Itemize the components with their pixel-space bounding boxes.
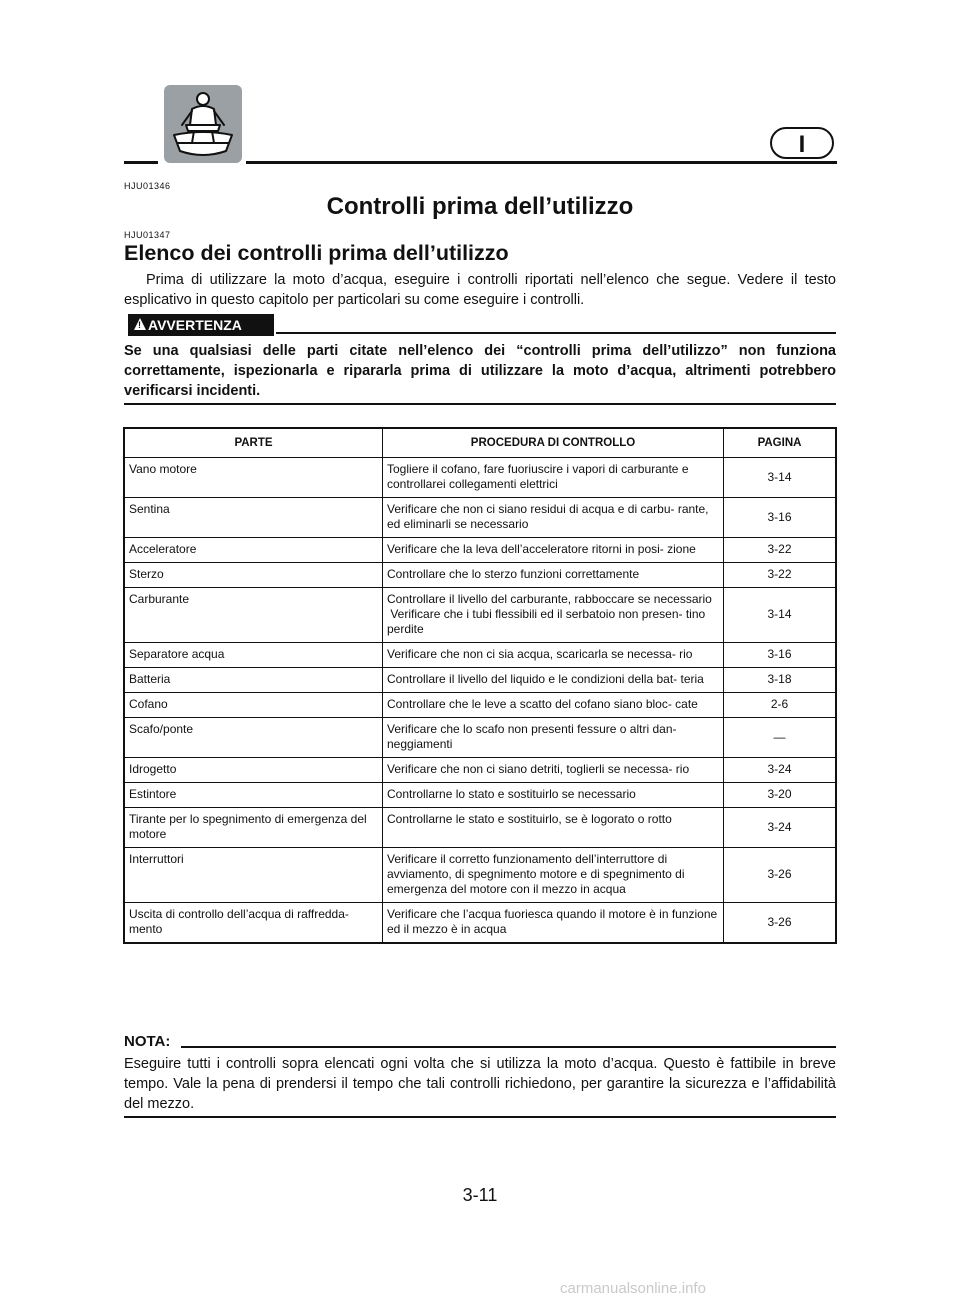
cell-part: Cofano: [124, 693, 383, 718]
note-label: NOTA:: [124, 1033, 171, 1050]
cell-page: 3-14: [724, 588, 837, 643]
table-row: [124, 643, 836, 668]
warning-badge: [128, 314, 274, 336]
table-row: [124, 758, 836, 783]
cell-procedure: Verificare che lo scafo non presenti fessure o altri dan- neggiamenti: [383, 718, 724, 758]
note-rule: [181, 1046, 836, 1048]
section-heading: Elenco dei controlli prima dell’utilizzo: [124, 241, 509, 265]
table-row: [124, 848, 836, 903]
header-rule-left: [124, 161, 158, 164]
cell-part: Estintore: [124, 783, 383, 808]
language-marker: I: [770, 127, 834, 159]
table-header-row: [124, 428, 836, 458]
note-text: Eseguire tutti i controlli sopra elencati ogni volta che si utilizza la moto d’acqua. Questo è fattibile in breve tempo. Vale la pena di prendersi il tempo che tali controlli richiedono, per garantire la sicurezza e l’affidabilità del mezzo.: [124, 1056, 836, 1112]
cell-part: Separatore acqua: [124, 643, 383, 668]
cell-part: Interruttori: [124, 848, 383, 903]
table-row: [124, 498, 836, 538]
cell-page: 3-22: [724, 538, 837, 563]
table-row: [124, 563, 836, 588]
table-row: [124, 588, 836, 643]
cell-part: Sterzo: [124, 563, 383, 588]
cell-procedure: Controllarne lo stato e sostituirlo se necessario: [383, 783, 724, 808]
cell-procedure-line: Controllare il livello del carburante, rabboccare se necessario: [387, 592, 712, 606]
cell-page: 3-26: [724, 848, 837, 903]
cell-page: 3-24: [724, 758, 837, 783]
header-rule-right: [246, 161, 837, 164]
warning-text: Se una qualsiasi delle parti citate nell’elenco dei “controlli prima dell’utilizzo” non funziona correttamente, ispezionarla e ripararla prima di utilizzare la moto d’acqua, altrimenti potrebbero verificarsi incidenti.: [124, 343, 836, 399]
cell-procedure: Controllare che lo sterzo funzioni correttamente: [383, 563, 724, 588]
warning-icon: !: [134, 318, 146, 330]
page-title: Controlli prima dell’utilizzo: [326, 193, 634, 220]
cell-part: Scafo/ponte: [124, 718, 383, 758]
cell-part: Idrogetto: [124, 758, 383, 783]
table-row: [124, 458, 836, 498]
cell-procedure: Verificare il corretto funzionamento dell’interruttore di avviamento, di spegnimento motore e di spegnimento di emergenza del motore con il mezzo in acqua: [383, 848, 724, 903]
cell-page: 3-16: [724, 498, 837, 538]
cell-procedure: Togliere il cofano, fare fuoriuscire i vapori di carburante e controllarei collegamenti elettrici: [383, 458, 724, 498]
cell-page: 3-14: [724, 458, 837, 498]
cell-part: Tirante per lo spegnimento di emergenza del motore: [124, 808, 383, 848]
footer-watermark: carmanualsonline.info: [560, 1280, 706, 1297]
cell-part: Carburante: [124, 588, 383, 643]
cell-part: Acceleratore: [124, 538, 383, 563]
table-row: [124, 718, 836, 758]
cell-part: Sentina: [124, 498, 383, 538]
warning-bottom-rule: [124, 403, 836, 405]
warning-rule: [276, 332, 836, 334]
checklist-table: [123, 427, 837, 944]
cell-procedure-line: Verificare che i tubi flessibili ed il serbatoio non presen- tino perdite: [387, 607, 709, 636]
subsection-code: HJU01347: [124, 230, 171, 240]
cell-procedure: Controllare il livello del liquido e le condizioni della bat- teria: [383, 668, 724, 693]
watercraft-rider-icon: [164, 85, 242, 163]
cell-page: 3-24: [724, 808, 837, 848]
intro-paragraph: Prima di utilizzare la moto d’acqua, eseguire i controlli riportati nell’elenco che segue. Vedere il testo esplicativo in questo capitolo per particolari su come eseguire i controlli.: [124, 272, 836, 308]
cell-procedure: Verificare che non ci siano residui di acqua e di carbu- rante, ed eliminarli se necessario: [383, 498, 724, 538]
table-row: [124, 668, 836, 693]
cell-procedure: Verificare che la leva dell’acceleratore ritorni in posi- zione: [383, 538, 724, 563]
cell-procedure: Controllarne le stato e sostituirlo, se è logorato o rotto: [383, 808, 724, 848]
warning-label: AVVERTENZA: [148, 317, 242, 333]
cell-procedure: Controllare che le leve a scatto del cofano siano bloc- cate: [383, 693, 724, 718]
cell-page: 3-26: [724, 903, 837, 944]
cell-procedure: [383, 588, 724, 643]
cell-page: 2-6: [724, 693, 837, 718]
cell-page: 3-22: [724, 563, 837, 588]
cell-part: Vano motore: [124, 458, 383, 498]
note-bottom-rule: [124, 1116, 836, 1118]
table-row: [124, 808, 836, 848]
cell-procedure: Verificare che non ci sia acqua, scaricarla se necessa- rio: [383, 643, 724, 668]
table-row: [124, 783, 836, 808]
cell-page: 3-20: [724, 783, 837, 808]
column-header-page: PAGINA: [724, 428, 837, 458]
cell-procedure: Verificare che non ci siano detriti, toglierli se necessa- rio: [383, 758, 724, 783]
cell-page: 3-16: [724, 643, 837, 668]
column-header-procedure: PROCEDURA DI CONTROLLO: [383, 428, 724, 458]
section-code: HJU01346: [124, 181, 171, 191]
page-number: 3-11: [462, 1185, 498, 1205]
table-row: [124, 903, 836, 944]
cell-procedure: Verificare che l’acqua fuoriesca quando il motore è in funzione ed il mezzo è in acqua: [383, 903, 724, 944]
table-row: [124, 693, 836, 718]
cell-part: Uscita di controllo dell’acqua di raffredda- mento: [124, 903, 383, 944]
cell-page: —: [724, 718, 837, 758]
table-row: [124, 538, 836, 563]
column-header-part: PARTE: [124, 428, 383, 458]
cell-page: 3-18: [724, 668, 837, 693]
cell-part: Batteria: [124, 668, 383, 693]
